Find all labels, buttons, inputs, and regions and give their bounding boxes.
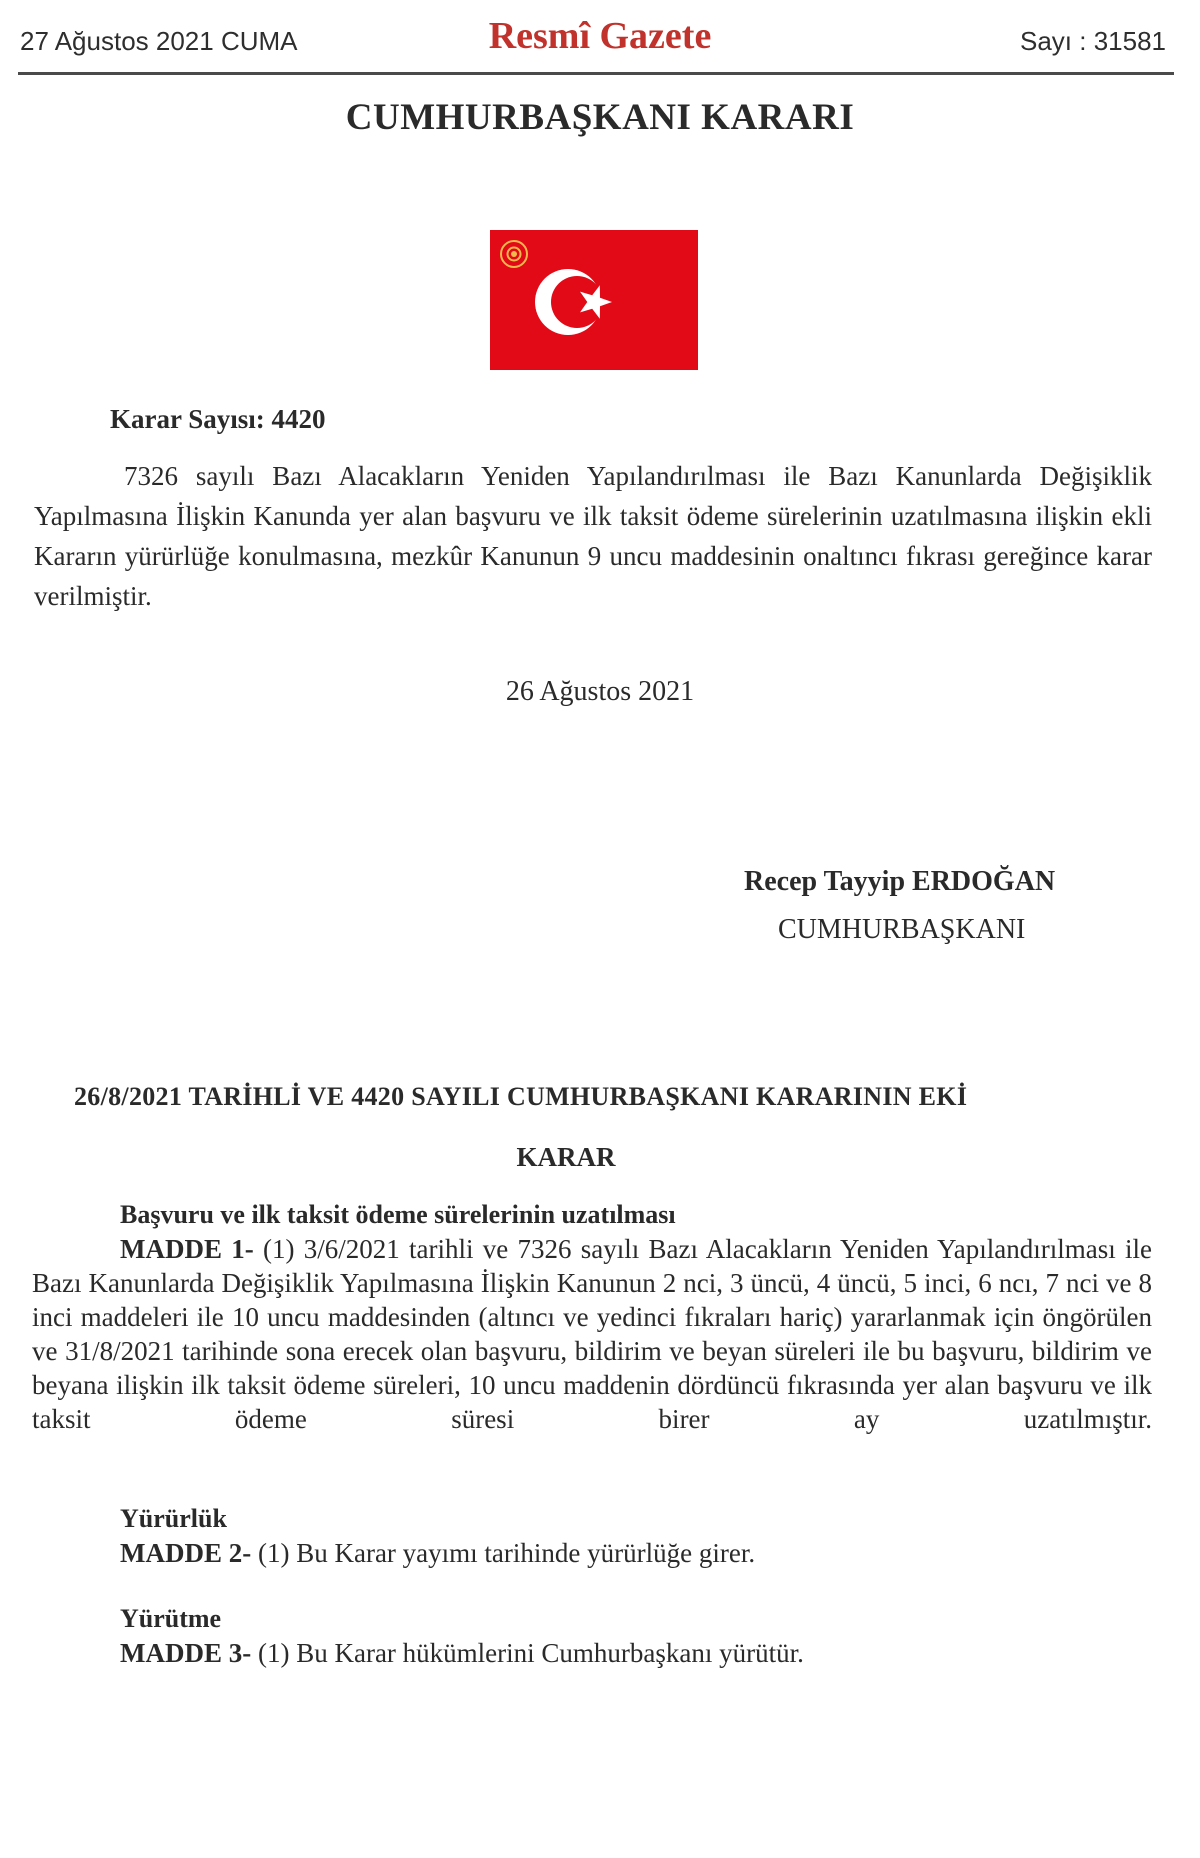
gazette-date: 27 Ağustos 2021 CUMA xyxy=(20,26,298,56)
presidential-emblem-center xyxy=(511,251,517,257)
article-1-paragraph xyxy=(32,1232,1152,1470)
decree-number: Karar Sayısı: 4420 xyxy=(110,404,326,434)
article-3-label: MADDE 3- xyxy=(120,1638,252,1668)
annex-subtitle: KARAR xyxy=(516,1142,616,1172)
article-1-label: MADDE 1- xyxy=(120,1234,254,1264)
article-2-paragraph xyxy=(120,1538,755,1569)
annex-title: 26/8/2021 TARİHLİ VE 4420 SAYILI CUMHURBAŞKANI KARARININ EKİ xyxy=(74,1082,968,1111)
article-3-heading: Yürütme xyxy=(120,1604,222,1633)
decree-date: 26 Ağustos 2021 xyxy=(505,676,695,707)
decree-preamble: 7326 sayılı Bazı Alacakların Yeniden Yapılandırılması ile Bazı Kanunlarda Değişiklik Yapılmasına İlişkin Kanunda yer alan başvuru ve ilk taksit ödeme sürelerinin uzatılmasına ilişkin ekli Kararın yürürlüğe konulmasına, mezkûr Kanunun 9 uncu maddesinin onaltıncı fıkrası gereğince karar verilmiştir. xyxy=(34,461,1152,611)
article-2-label: MADDE 2- xyxy=(120,1538,252,1568)
gazette-title: Resmî Gazete xyxy=(488,15,712,57)
header-divider xyxy=(18,72,1174,75)
article-1-body xyxy=(32,1232,1152,1470)
article-1-heading: Başvuru ve ilk taksit ödeme sürelerinin uzatılması xyxy=(120,1200,676,1229)
signatory-name: Recep Tayyip ERDOĞAN xyxy=(744,866,1056,897)
article-3-text: (1) Bu Karar hükümlerini Cumhurbaşkanı yürütür. xyxy=(251,1638,804,1668)
article-1-text: (1) 3/6/2021 tarihli ve 7326 sayılı Bazı Alacakların Yeniden Yapılandırılması ile Bazı Kanunlarda Değişiklik Yapılmasına İlişkin Kanunun 2 nci, 3 üncü, 4 üncü, 5 inci, 6 ncı, 7 nci ve 8 inci maddeleri ile 10 uncu maddesinden (altıncı ve yedinci fıkraları hariç) yararlanmak için öngörülen ve 31/8/2021 tarihinde sona erecek olan başvuru, bildirim ve beyan süreleri ile bu başvuru, bildirim ve beyana ilişkin ilk taksit ödeme süreleri, 10 uncu maddenin dördüncü fıkrasında yer alan başvuru ve ilk taksit ödeme süresi birer ay uzatılmıştır. xyxy=(32,1234,1152,1434)
article-2-text: (1) Bu Karar yayımı tarihinde yürürlüğe girer. xyxy=(251,1538,756,1568)
decree-heading: CUMHURBAŞKANI KARARI xyxy=(345,97,855,138)
article-2-heading: Yürürlük xyxy=(120,1504,227,1533)
gazette-issue-number: Sayı : 31581 xyxy=(1020,26,1166,56)
presidential-flag-icon xyxy=(490,230,698,370)
article-3-paragraph xyxy=(120,1638,804,1669)
signatory-title: CUMHURBAŞKANI xyxy=(778,914,1026,945)
